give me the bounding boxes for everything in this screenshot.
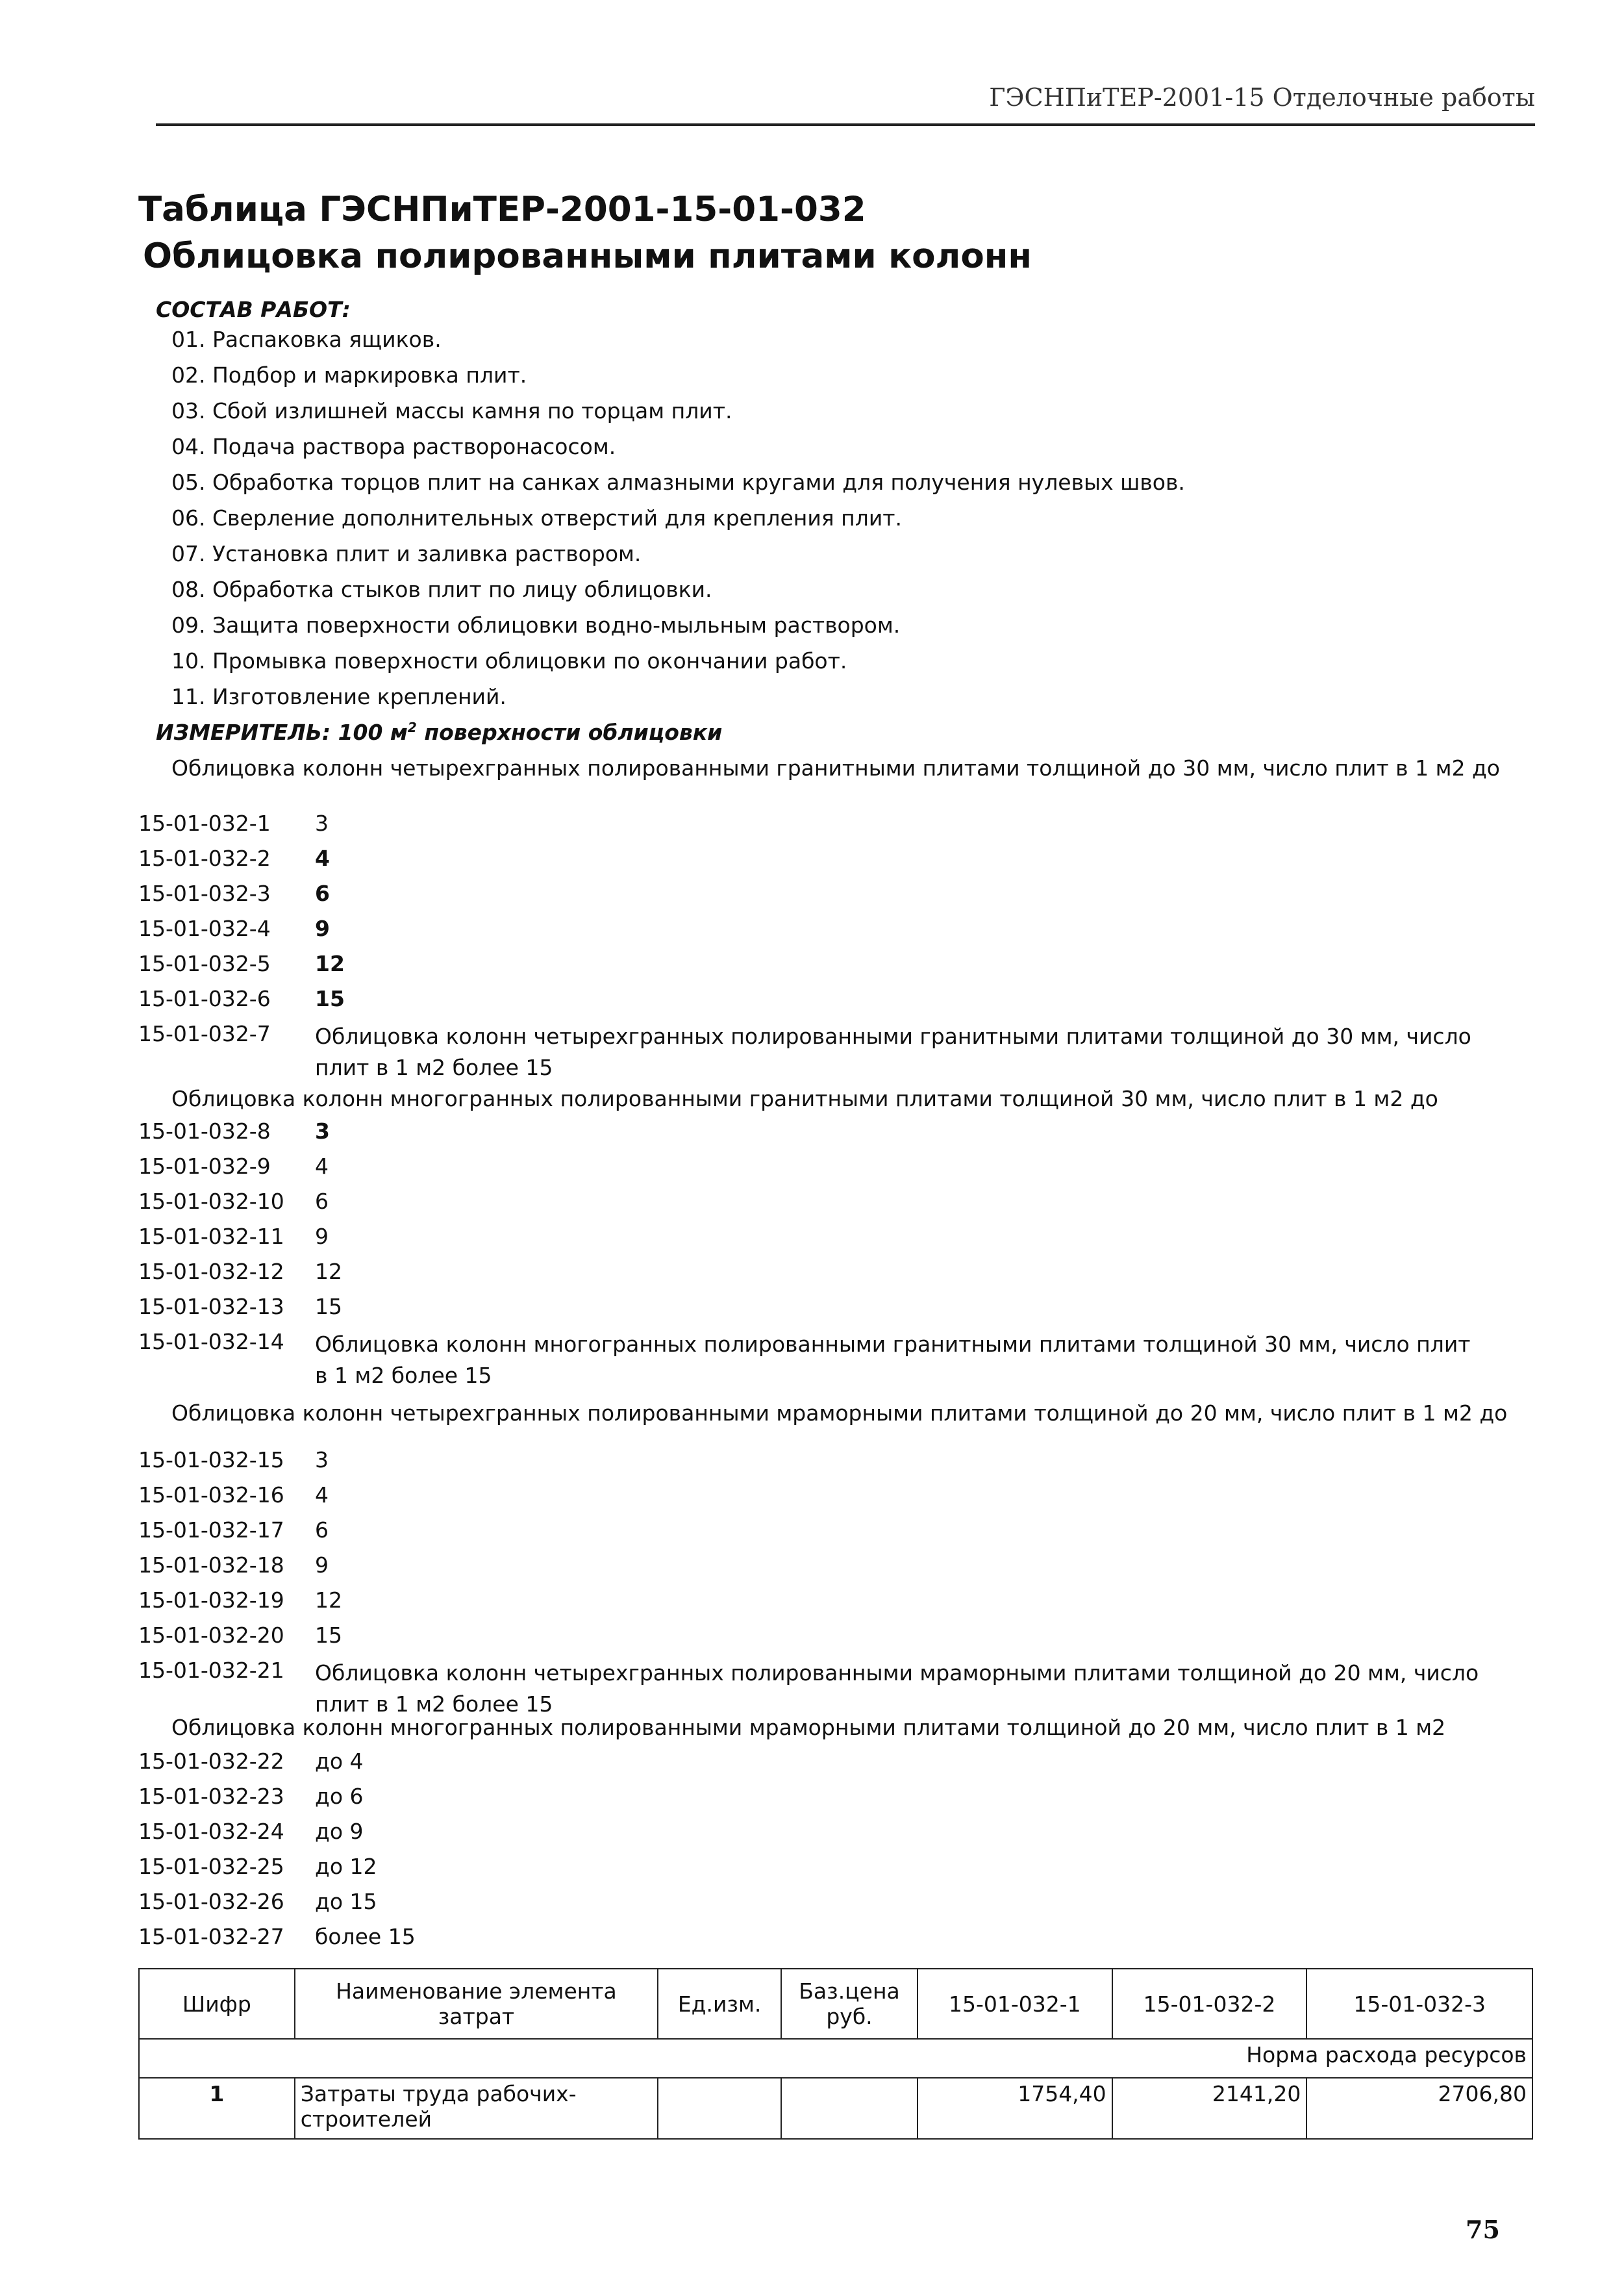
- row-value: 9: [315, 916, 330, 941]
- header-cell: Наименование элемента затрат: [295, 1969, 658, 2039]
- table-row: [138, 1224, 329, 1249]
- row-code: 15-01-032-2: [138, 846, 271, 871]
- cell-unit: [658, 2078, 781, 2139]
- measure-sup: 2: [407, 720, 417, 735]
- table-row: [138, 951, 345, 976]
- table-row: [138, 1189, 329, 1214]
- row-code: 15-01-032-15: [138, 1447, 284, 1472]
- row-code: 15-01-032-20: [138, 1623, 284, 1648]
- row-value: 9: [315, 1224, 329, 1249]
- row-value: 6: [315, 1517, 329, 1543]
- cell-value: 1754,40: [918, 2078, 1112, 2139]
- row-description: Облицовка колонн многогранных полированными гранитными плитами толщиной 30 мм, число плит в 1 м2 более 15: [315, 1332, 1471, 1388]
- row-value: 3: [315, 811, 329, 836]
- row-value: 3: [315, 1118, 330, 1144]
- measure-rest: поверхности облицовки: [416, 720, 723, 745]
- row-code: 15-01-032-16: [138, 1482, 284, 1508]
- table-row: [138, 1294, 342, 1319]
- table-row: [138, 986, 345, 1011]
- norm-label: Норма расхода ресурсов: [139, 2039, 1532, 2078]
- table-row: [138, 1889, 377, 1914]
- operation-item: 06. Сверление дополнительных отверстий для крепления плит.: [171, 505, 902, 531]
- row-value: 12: [315, 1259, 342, 1284]
- row-code: 15-01-032-18: [138, 1552, 284, 1578]
- row-value: до 6: [315, 1784, 364, 1809]
- table-row: [138, 1482, 329, 1508]
- cell-price: [781, 2078, 918, 2139]
- table-row: [138, 916, 330, 941]
- operation-item: 08. Обработка стыков плит по лицу облицовки.: [171, 577, 712, 602]
- running-header: [156, 77, 1535, 126]
- composition-label: СОСТАВ РАБОТ:: [156, 297, 351, 322]
- table-subtitle: Облицовка полированными плитами колонн: [143, 236, 1032, 276]
- row-code: 15-01-032-22: [138, 1749, 284, 1774]
- header-cell: 15-01-032-2: [1112, 1969, 1307, 2039]
- table-title: Таблица ГЭСНПиТЕР-2001-15-01-032: [138, 190, 866, 229]
- resource-table: [138, 1968, 1533, 2140]
- operation-item: 07. Установка плит и заливка раствором.: [171, 541, 642, 566]
- table-row: [138, 1749, 364, 1774]
- row-code: 15-01-032-21: [138, 1658, 284, 1683]
- table-row: [138, 846, 330, 871]
- row-code: 15-01-032-23: [138, 1784, 284, 1809]
- measure-value: 100 м: [338, 720, 408, 745]
- cell-value: 2141,20: [1112, 2078, 1307, 2139]
- row-value: 6: [315, 1189, 329, 1214]
- operation-item: 09. Защита поверхности облицовки водно-мыльным раствором.: [171, 613, 901, 638]
- norm-row: [139, 2039, 1532, 2078]
- header-cell: 15-01-032-1: [918, 1969, 1112, 2039]
- row-code: 15-01-032-27: [138, 1924, 284, 1949]
- row-code: 15-01-032-9: [138, 1154, 271, 1179]
- row-value: до 9: [315, 1819, 364, 1844]
- header-cell: Ед.изм.: [658, 1969, 781, 2039]
- row-code: 15-01-032-14: [138, 1329, 284, 1354]
- cell-code: 1: [139, 2078, 295, 2139]
- measure-line: [156, 720, 722, 745]
- table-row: [138, 1819, 364, 1844]
- row-code: 15-01-032-7: [138, 1021, 271, 1046]
- table-row: [138, 1329, 1484, 1391]
- running-header-text: ГЭСНПиТЕР-2001-15 Отделочные работы: [989, 83, 1535, 112]
- table-row: [138, 881, 330, 906]
- cell-value: 2706,80: [1306, 2078, 1532, 2139]
- row-description: Облицовка колонн четырехгранных полированными гранитными плитами толщиной до 30 мм, число плит в 1 м2 более 15: [315, 1024, 1471, 1080]
- row-code: 15-01-032-24: [138, 1819, 284, 1844]
- row-value: 15: [315, 986, 345, 1011]
- row-value: до 15: [315, 1889, 377, 1914]
- row-code: 15-01-032-11: [138, 1224, 284, 1249]
- table-row: [138, 1924, 416, 1949]
- table-row: [138, 1154, 329, 1179]
- row-value: 3: [315, 1447, 329, 1472]
- row-code: 15-01-032-3: [138, 881, 271, 906]
- row-value: до 4: [315, 1749, 364, 1774]
- row-value: 9: [315, 1552, 329, 1578]
- table-row: [138, 1517, 329, 1543]
- group-heading: Облицовка колонн многогранных полированными гранитными плитами толщиной 30 мм, число плит в 1 м2 до: [171, 1086, 1438, 1111]
- operation-item: 01. Распаковка ящиков.: [171, 327, 442, 352]
- header-cell: Шифр: [139, 1969, 295, 2039]
- row-code: 15-01-032-12: [138, 1259, 284, 1284]
- header-cell: 15-01-032-3: [1306, 1969, 1532, 2039]
- operation-item: 04. Подача раствора растворонасосом.: [171, 434, 616, 459]
- row-code: 15-01-032-25: [138, 1854, 284, 1879]
- group-heading: Облицовка колонн четырехгранных полированными мраморными плитами толщиной до 20 мм, число плит в 1 м2 до: [171, 1400, 1508, 1426]
- row-code: 15-01-032-6: [138, 986, 271, 1011]
- operation-item: 11. Изготовление креплений.: [171, 684, 506, 709]
- row-code: 15-01-032-17: [138, 1517, 284, 1543]
- table-row: [138, 1447, 329, 1472]
- cell-name: Затраты труда рабочих-строителей: [295, 2078, 658, 2139]
- row-code: 15-01-032-1: [138, 811, 271, 836]
- row-value: 4: [315, 846, 330, 871]
- row-value: 15: [315, 1294, 342, 1319]
- group-heading: Облицовка колонн четырехгранных полированными гранитными плитами толщиной до 30 мм, число плит в 1 м2 до: [171, 755, 1500, 781]
- table-row: [138, 1259, 342, 1284]
- row-value: до 12: [315, 1854, 377, 1879]
- measure-label: ИЗМЕРИТЕЛЬ:: [156, 720, 331, 745]
- row-code: 15-01-032-8: [138, 1118, 271, 1144]
- page-number: 75: [1466, 2215, 1500, 2244]
- operation-item: 05. Обработка торцов плит на санках алмазными кругами для получения нулевых швов.: [171, 470, 1185, 495]
- table-row: [138, 1021, 1484, 1083]
- table-row: [138, 1587, 342, 1613]
- table-row: [138, 1623, 342, 1648]
- row-code: 15-01-032-13: [138, 1294, 284, 1319]
- table-row: [138, 1854, 377, 1879]
- operation-item: 10. Промывка поверхности облицовки по окончании работ.: [171, 648, 847, 674]
- row-value: 15: [315, 1623, 342, 1648]
- row-value: 12: [315, 951, 345, 976]
- table-row: [138, 1658, 1484, 1720]
- header-cell: Баз.цена руб.: [781, 1969, 918, 2039]
- table-row: [138, 811, 329, 836]
- row-code: 15-01-032-10: [138, 1189, 284, 1214]
- table-row: [138, 1784, 364, 1809]
- row-value: 4: [315, 1482, 329, 1508]
- row-code: 15-01-032-4: [138, 916, 271, 941]
- row-value: 4: [315, 1154, 329, 1179]
- row-description: Облицовка колонн четырехгранных полированными мраморными плитами толщиной до 20 мм, число плит в 1 м2 более 15: [315, 1660, 1479, 1717]
- row-code: 15-01-032-5: [138, 951, 271, 976]
- row-code: 15-01-032-19: [138, 1587, 284, 1613]
- table-row: [138, 1552, 329, 1578]
- resource-table-header: [139, 1969, 1532, 2039]
- operation-item: 02. Подбор и маркировка плит.: [171, 362, 527, 388]
- table-row: [139, 2078, 1532, 2139]
- row-value: 6: [315, 881, 330, 906]
- operation-item: 03. Сбой излишней массы камня по торцам плит.: [171, 398, 732, 423]
- table-row: [138, 1118, 330, 1144]
- row-code: 15-01-032-26: [138, 1889, 284, 1914]
- row-value: более 15: [315, 1924, 416, 1949]
- row-value: 12: [315, 1587, 342, 1613]
- group-heading: Облицовка колонн многогранных полированными мраморными плитами толщиной до 20 мм, число плит в 1 м2: [171, 1715, 1446, 1740]
